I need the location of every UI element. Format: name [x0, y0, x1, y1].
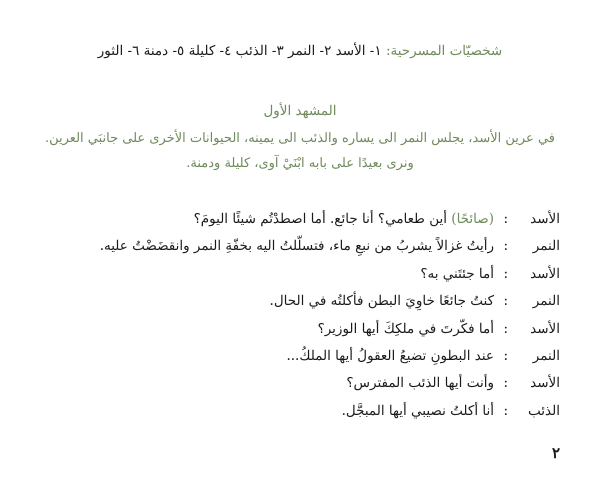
dialogue-text: رأيتُ غزالاً يشربُ من نبعِ ماء، فتسلّلتُ اليه بخفّةِ النمر وانقضَضْتُ عليه.: [99, 238, 494, 255]
dialogue-speech: أين طعامي؟ أنا جائع. أما اصطدْتُم شيئًا اليومَ؟: [193, 211, 452, 227]
dialogue-text: وأنت أيها الذئب المفترس؟: [346, 375, 494, 392]
dialogue-text: عند البطونِ تضيعُ العقولُ أيها الملكُ...: [286, 348, 494, 365]
speaker-name: النمر: [532, 238, 560, 255]
cast-names: ١- الأسد ٢- النمر ٣- الذئب ٤- كليلة ٥- دمنة ٦- الثور: [97, 43, 382, 59]
dialogue-text: [40, 206, 494, 233]
speaker-name: الذئب: [528, 402, 560, 419]
speaker-name: النمر: [532, 348, 560, 365]
speaker-colon: :: [503, 320, 508, 337]
dialogue: [40, 206, 560, 425]
scene-title: المشهد الأول: [263, 103, 337, 119]
speaker-name: الأسد: [530, 265, 560, 282]
dialogue-line: [40, 233, 560, 260]
cast-list: [40, 40, 560, 62]
page-number: ٢: [551, 444, 560, 462]
dialogue-line: [40, 288, 560, 315]
speaker-colon: :: [503, 402, 508, 419]
speaker-name: الأسد: [530, 375, 560, 392]
dialogue-text: أنا أكلتُ نصيبي أيها المبجَّل.: [341, 402, 494, 419]
dialogue-line: [40, 206, 560, 233]
dialogue-line: [40, 316, 560, 343]
speaker-colon: :: [503, 211, 508, 227]
speaker-colon: :: [503, 348, 508, 365]
stage-directions: [30, 126, 570, 176]
dialogue-text: أما جئتَني به؟: [420, 265, 494, 282]
speaker-colon: :: [503, 238, 508, 255]
dialogue-line: [40, 398, 560, 425]
cast-label: شخصيّات المسرحية:: [385, 43, 503, 59]
stage-direction-line: ونرى بعيدًا على بابه ابْنَيْ آوى، كليلة ودمنة.: [186, 156, 414, 171]
speaker-name: الأسد: [530, 320, 560, 337]
speaker-colon: :: [503, 265, 508, 282]
dialogue-line: [40, 370, 560, 397]
dialogue-text: أما فكّرتَ في ملكِكَ أيها الوزير؟: [317, 320, 494, 337]
stage-note: (صائحًا): [451, 211, 494, 227]
dialogue-line: [40, 343, 560, 370]
stage-direction-line: في عرين الأسد، يجلس النمر الى يساره والذئب الى يمينه، الحيوانات الأخرى على جانبَي العرين.: [44, 131, 555, 146]
speaker-colon: :: [503, 375, 508, 392]
speaker-colon: :: [503, 293, 508, 310]
speaker-name: النمر: [532, 293, 560, 310]
speaker-name: الأسد: [530, 211, 560, 227]
dialogue-text: كنتُ جائعًا خاوِيَ البطن فأكلتُه في الحال.: [269, 293, 494, 310]
dialogue-line: [40, 261, 560, 288]
